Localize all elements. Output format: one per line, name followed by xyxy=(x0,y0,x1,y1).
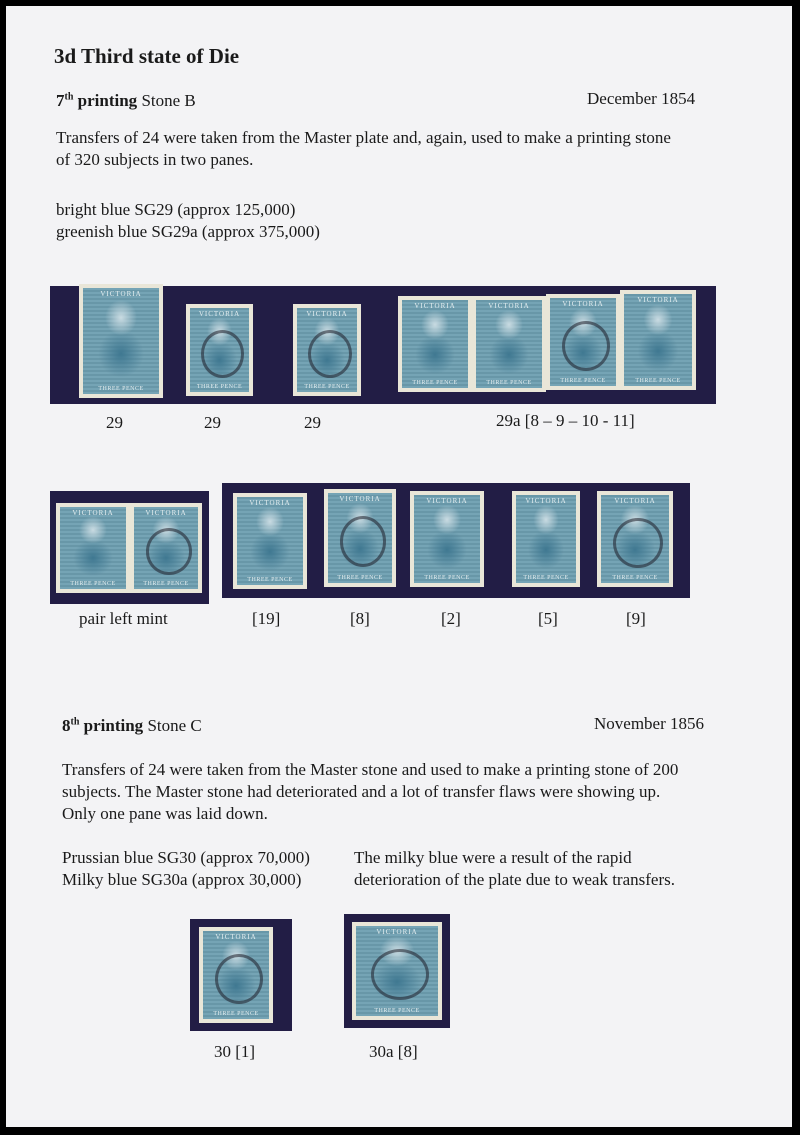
printing-8-desc-line2: subjects. The Master stone had deteriorated and a lot of transfer flaws were showing up. xyxy=(62,782,661,801)
variety-milky-blue: Milky blue SG30a (approx 30,000) xyxy=(62,870,302,889)
caption-pos-2: [2] xyxy=(441,609,461,628)
caption-pos-19: [19] xyxy=(252,609,281,628)
printing-word: printing xyxy=(79,716,144,735)
variety-prussian-blue: Prussian blue SG30 (approx 70,000) xyxy=(62,848,310,867)
caption-pos-5: [5] xyxy=(538,609,558,628)
printing-number: 7 xyxy=(56,91,65,110)
stamp-pair-left: VICTORIA THREE PENCE xyxy=(56,503,130,593)
stamp-pos-8: VICTORIA THREE PENCE xyxy=(324,489,396,587)
printing-word: printing xyxy=(73,91,138,110)
note-line1: The milky blue were a result of the rapid xyxy=(354,848,632,867)
note-line2: deterioration of the plate due to weak transfers. xyxy=(354,870,675,889)
printing-8-heading xyxy=(62,716,202,736)
stamp-29a-pos-9: VICTORIA THREE PENCE xyxy=(472,296,546,392)
stone-label: Stone B xyxy=(137,91,196,110)
printing-suffix: th xyxy=(64,91,74,103)
stamp-29a-pos-11: VICTORIA THREE PENCE xyxy=(620,290,696,390)
printing-8-date: November 1856 xyxy=(594,714,705,733)
printing-suffix: th xyxy=(70,716,80,728)
printing-8-desc-line1: Transfers of 24 were taken from the Master stone and used to make a printing stone of 200 xyxy=(62,760,679,779)
stamp-pos-19: VICTORIA THREE PENCE xyxy=(233,493,307,589)
caption-pair-left-mint: pair left mint xyxy=(79,609,168,628)
stamp-29-b: VICTORIA THREE PENCE xyxy=(186,304,253,396)
stamp-pos-5: VICTORIA THREE PENCE xyxy=(512,491,580,587)
caption-29-a: 29 xyxy=(106,413,123,432)
printing-7-desc-line1: Transfers of 24 were taken from the Master plate and, again, used to make a printing stone xyxy=(56,128,671,147)
printing-number: 8 xyxy=(62,716,71,735)
stamp-pos-9: VICTORIA THREE PENCE xyxy=(597,491,673,587)
stamp-29-c: VICTORIA THREE PENCE xyxy=(293,304,361,396)
caption-29a-strip: 29a [8 – 9 – 10 - 11] xyxy=(496,411,635,430)
printing-7-desc-line2: of 320 subjects in two panes. xyxy=(56,150,254,169)
variety-bright-blue: bright blue SG29 (approx 125,000) xyxy=(56,200,296,219)
printing-7-heading xyxy=(56,91,196,111)
stamp-29a-pos-10: VICTORIA THREE PENCE xyxy=(546,294,620,390)
caption-pos-8: [8] xyxy=(350,609,370,628)
printing-7-date: December 1854 xyxy=(587,89,696,108)
caption-29-b: 29 xyxy=(204,413,221,432)
stamp-29a-pos-8: VICTORIA THREE PENCE xyxy=(398,296,472,392)
stamp-pos-2: VICTORIA THREE PENCE xyxy=(410,491,484,587)
page-title: 3d Third state of Die xyxy=(54,44,240,68)
printing-8-desc-line3: Only one pane was laid down. xyxy=(62,804,268,823)
caption-pos-9: [9] xyxy=(626,609,646,628)
album-page xyxy=(6,6,792,1127)
stone-label: Stone C xyxy=(143,716,202,735)
variety-greenish-blue: greenish blue SG29a (approx 375,000) xyxy=(56,222,320,241)
caption-30a-pos-8: 30a [8] xyxy=(369,1042,418,1061)
stamp-29-a: VICTORIA THREE PENCE xyxy=(79,284,163,398)
caption-29-c: 29 xyxy=(304,413,321,432)
stamp-pair-right: VICTORIA THREE PENCE xyxy=(130,503,202,593)
stamp-30a-pos-8: VICTORIA THREE PENCE xyxy=(352,922,442,1020)
caption-30-pos-1: 30 [1] xyxy=(214,1042,256,1061)
stamp-30-pos-1: VICTORIA THREE PENCE xyxy=(199,927,273,1023)
